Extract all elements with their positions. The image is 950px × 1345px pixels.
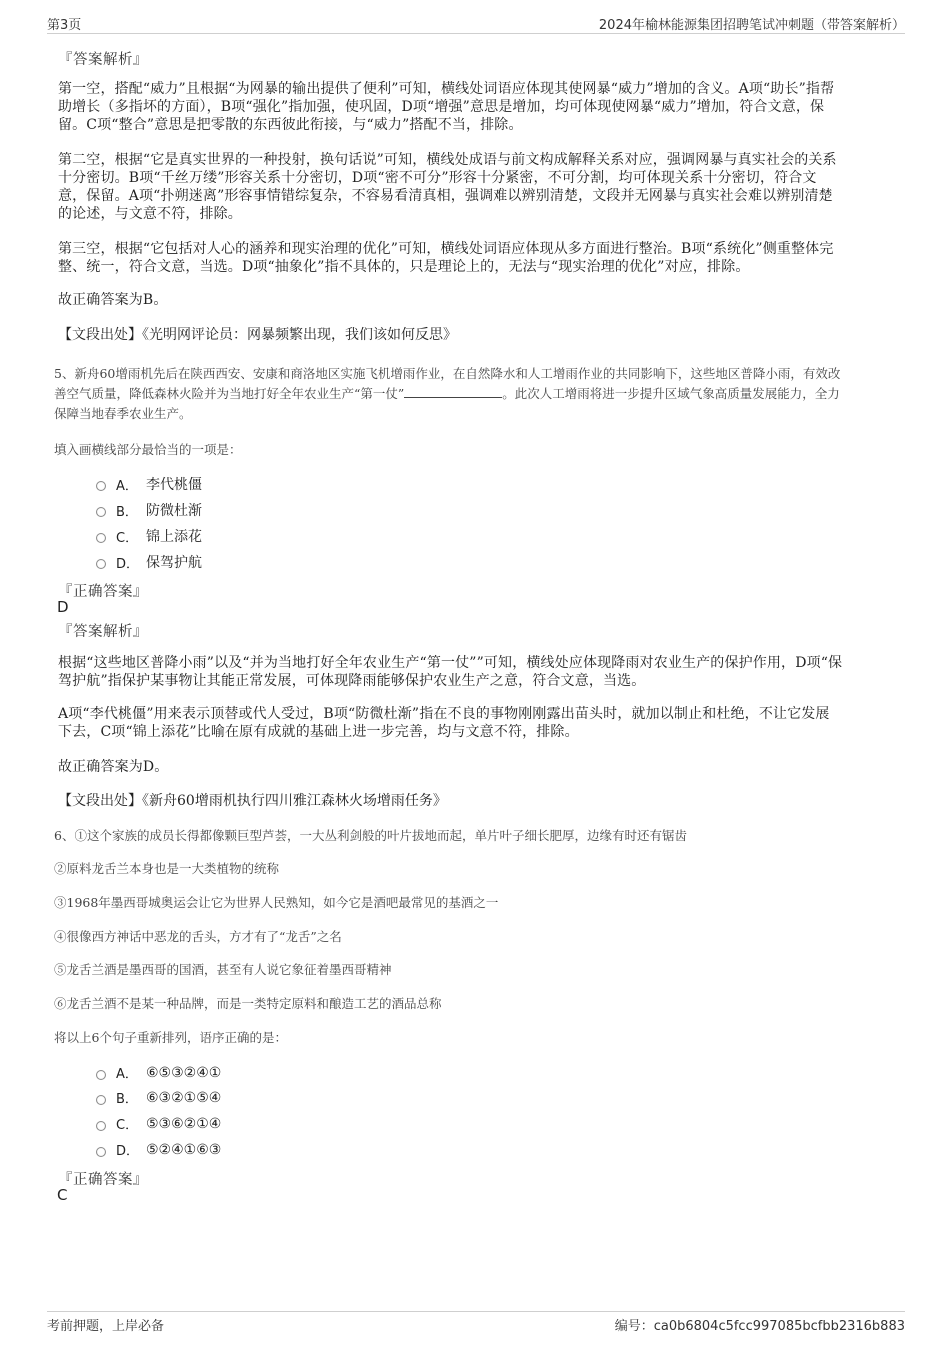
- document-id: 编号：ca0b6804c5fcc997085bcfbb2316b883: [614, 1319, 905, 1334]
- q6-sentence-6: ⑥龙舌兰酒不是某一种品牌，而是一类特定原料和酿造工艺的酒品总称: [54, 996, 442, 1011]
- q6-sentence-4: ④很像西方神话中恶龙的舌头，方才有了“龙舌”之名: [54, 929, 342, 944]
- q6-option-a[interactable]: [96, 1063, 221, 1082]
- document-title: 2024年榆林能源集团招聘笔试冲刺题（带答案解析）: [598, 18, 905, 33]
- q5-stem: [54, 364, 899, 424]
- radio-button[interactable]: [96, 481, 106, 491]
- option-text: 李代桃僵: [146, 477, 202, 493]
- q4-analysis-label: 『答案解析』: [58, 52, 148, 68]
- line: 第一空，搭配“威力”且根据“为网暴的输出提供了便利”可知，横线处词语应体现其使网暴“威力”增加的含义。A项“助长”指帮: [58, 81, 835, 97]
- page-header: [47, 14, 905, 34]
- q5-stem-line-2: 善空气质量，降低森林火险并为当地打好全年农业生产“第一仗”: [54, 386, 405, 401]
- line: 根据“这些地区普降小雨”以及“并为当地打好全年农业生产“第一仗””可知，横线处应体现降雨对农业生产的保护作用，D项“保: [58, 655, 843, 671]
- line: 留。C项“整合”意思是把零散的东西彼此衔接，与“威力”搭配不当，排除。: [58, 117, 523, 133]
- q6-answer: C: [57, 1186, 68, 1204]
- option-text: 锦上添花: [146, 529, 202, 545]
- radio-button[interactable]: [96, 1147, 106, 1157]
- option-letter: C．: [116, 530, 139, 546]
- q5-analysis-paragraph-1: [58, 654, 898, 690]
- option-text: 保驾护航: [146, 555, 202, 571]
- radio-button[interactable]: [96, 533, 106, 543]
- q5-option-a[interactable]: [96, 474, 202, 494]
- q6-option-d[interactable]: [96, 1140, 221, 1159]
- q5-option-d[interactable]: [96, 552, 202, 572]
- q6-sentence-2: ②原料龙舌兰本身也是一大类植物的统称: [54, 861, 280, 876]
- option-text: ⑥⑤③②④①: [146, 1064, 222, 1081]
- radio-button[interactable]: [96, 1095, 106, 1105]
- option-letter: C．: [116, 1118, 139, 1133]
- line: A项“李代桃僵”用来表示顶替或代人受过，B项“防微杜渐”指在不良的事物刚刚露出苗头时，就加以制止和杜绝，不让它发展: [58, 706, 830, 722]
- line: 整、统一，符合文意，当选。D项“抽象化”指不具体的，只是理论上的，无法与“现实治理的优化”对应，排除。: [58, 259, 750, 275]
- footer-slogan: 考前押题，上岸必备: [47, 1319, 165, 1334]
- q6-number: 6、: [54, 828, 75, 843]
- q4-conclusion: 故正确答案为B。: [58, 292, 168, 308]
- option-text: ⑥③②①⑤④: [146, 1089, 222, 1106]
- q6-option-c[interactable]: [96, 1114, 221, 1133]
- q5-stem-line-1: 新舟60增雨机先后在陕西西安、安康和商洛地区实施飞机增雨作业，在自然降水和人工增雨作业的共同影响下，这些地区普降小雨，有效改: [74, 366, 841, 381]
- q4-source: 【文段出处】《光明网评论员：网暴频繁出现，我们该如何反思》: [58, 327, 457, 343]
- q6-sentence-1: [54, 826, 687, 844]
- q6-instruction: 将以上6个句子重新排列，语序正确的是：: [54, 1030, 287, 1045]
- line: 意，保留。A项“扑朔迷离”形容事情错综复杂，不容易看清真相，强调难以辨别清楚，文段并无网暴与真实社会难以辨别清楚: [58, 188, 833, 204]
- option-letter: D．: [116, 1144, 140, 1159]
- radio-button[interactable]: [96, 1121, 106, 1131]
- q6-sentence-5: ⑤龙舌兰酒是墨西哥的国酒，甚至有人说它象征着墨西哥精神: [54, 962, 392, 977]
- q4-analysis-paragraph-1: [58, 80, 898, 134]
- line: 助增长（多指坏的方面），B项“强化”指加强，使巩固，D项“增强”意思是增加，均可体现使网暴“威力”增加，符合文意，保: [58, 99, 825, 115]
- option-letter: B．: [116, 504, 138, 520]
- q5-stem-line-2b: 。此次人工增雨将进一步提升区域气象高质量发展能力，全力: [502, 386, 840, 401]
- radio-button[interactable]: [96, 507, 106, 517]
- radio-button[interactable]: [96, 559, 106, 569]
- q5-analysis-paragraph-2: [58, 705, 898, 741]
- q5-source: 【文段出处】《新舟60增雨机执行四川雅江森林火场增雨任务》: [58, 793, 447, 809]
- line: 第二空，根据“它是真实世界的一种投射，换句话说”可知，横线处成语与前文构成解释关系对应，强调网暴与真实社会的关系: [58, 152, 837, 168]
- q5-stem-line-3: 保障当地春季农业生产。: [54, 406, 192, 421]
- option-letter: B．: [116, 1092, 138, 1107]
- option-letter: D．: [116, 556, 140, 572]
- q6-option-b[interactable]: [96, 1088, 221, 1107]
- page-footer: [47, 1311, 905, 1333]
- option-text: ⑤③⑥②①④: [146, 1115, 222, 1132]
- q4-analysis-paragraph-3: [58, 240, 898, 276]
- q5-conclusion: 故正确答案为D。: [58, 759, 169, 775]
- q5-option-b[interactable]: [96, 500, 202, 520]
- q5-option-c[interactable]: [96, 526, 202, 546]
- option-text: 防微杜渐: [146, 503, 202, 519]
- q5-answer: D: [57, 598, 69, 616]
- q4-analysis-paragraph-2: [58, 151, 898, 223]
- page-number: 第3页: [47, 18, 82, 33]
- q5-answer-label: 『正确答案』: [58, 584, 148, 600]
- line: 的论述，与文意不符，排除。: [58, 206, 242, 222]
- q5-analysis-label: 『答案解析』: [58, 624, 148, 640]
- line: 十分密切。B项“千丝万缕”形容关系十分密切，D项“密不可分”形容十分紧密，不可分割，均可体现关系十分密切，符合文: [58, 170, 817, 186]
- option-letter: A．: [116, 478, 138, 494]
- option-letter: A．: [116, 1067, 138, 1082]
- q6-answer-label: 『正确答案』: [58, 1172, 148, 1188]
- line: 下去，C项“锦上添花”比喻在原有成就的基础上进一步完善，均与文意不符，排除。: [58, 724, 579, 740]
- sentence-text: ①这个家族的成员长得都像颗巨型芦荟，一大丛利剑般的叶片拔地而起，单片叶子细长肥厚，边缘有时还有锯齿: [74, 828, 687, 843]
- fill-blank: [404, 386, 502, 398]
- line: 驾护航”指保护某事物让其能正常发展，可体现降雨能够保护农业生产之意，符合文意，当选。: [58, 673, 646, 689]
- q5-number: 5、: [54, 366, 75, 381]
- line: 第三空，根据“它包括对人心的涵养和现实治理的优化”可知，横线处词语应体现从多方面进行整治。B项“系统化”侧重整体完: [58, 241, 834, 257]
- q5-instruction: 填入画横线部分最恰当的一项是：: [54, 442, 242, 457]
- radio-button[interactable]: [96, 1070, 106, 1080]
- option-text: ⑤②④①⑥③: [146, 1141, 222, 1158]
- q6-sentence-3: ③1968年墨西哥城奥运会让它为世界人民熟知，如今它是酒吧最常见的基酒之一: [54, 895, 499, 910]
